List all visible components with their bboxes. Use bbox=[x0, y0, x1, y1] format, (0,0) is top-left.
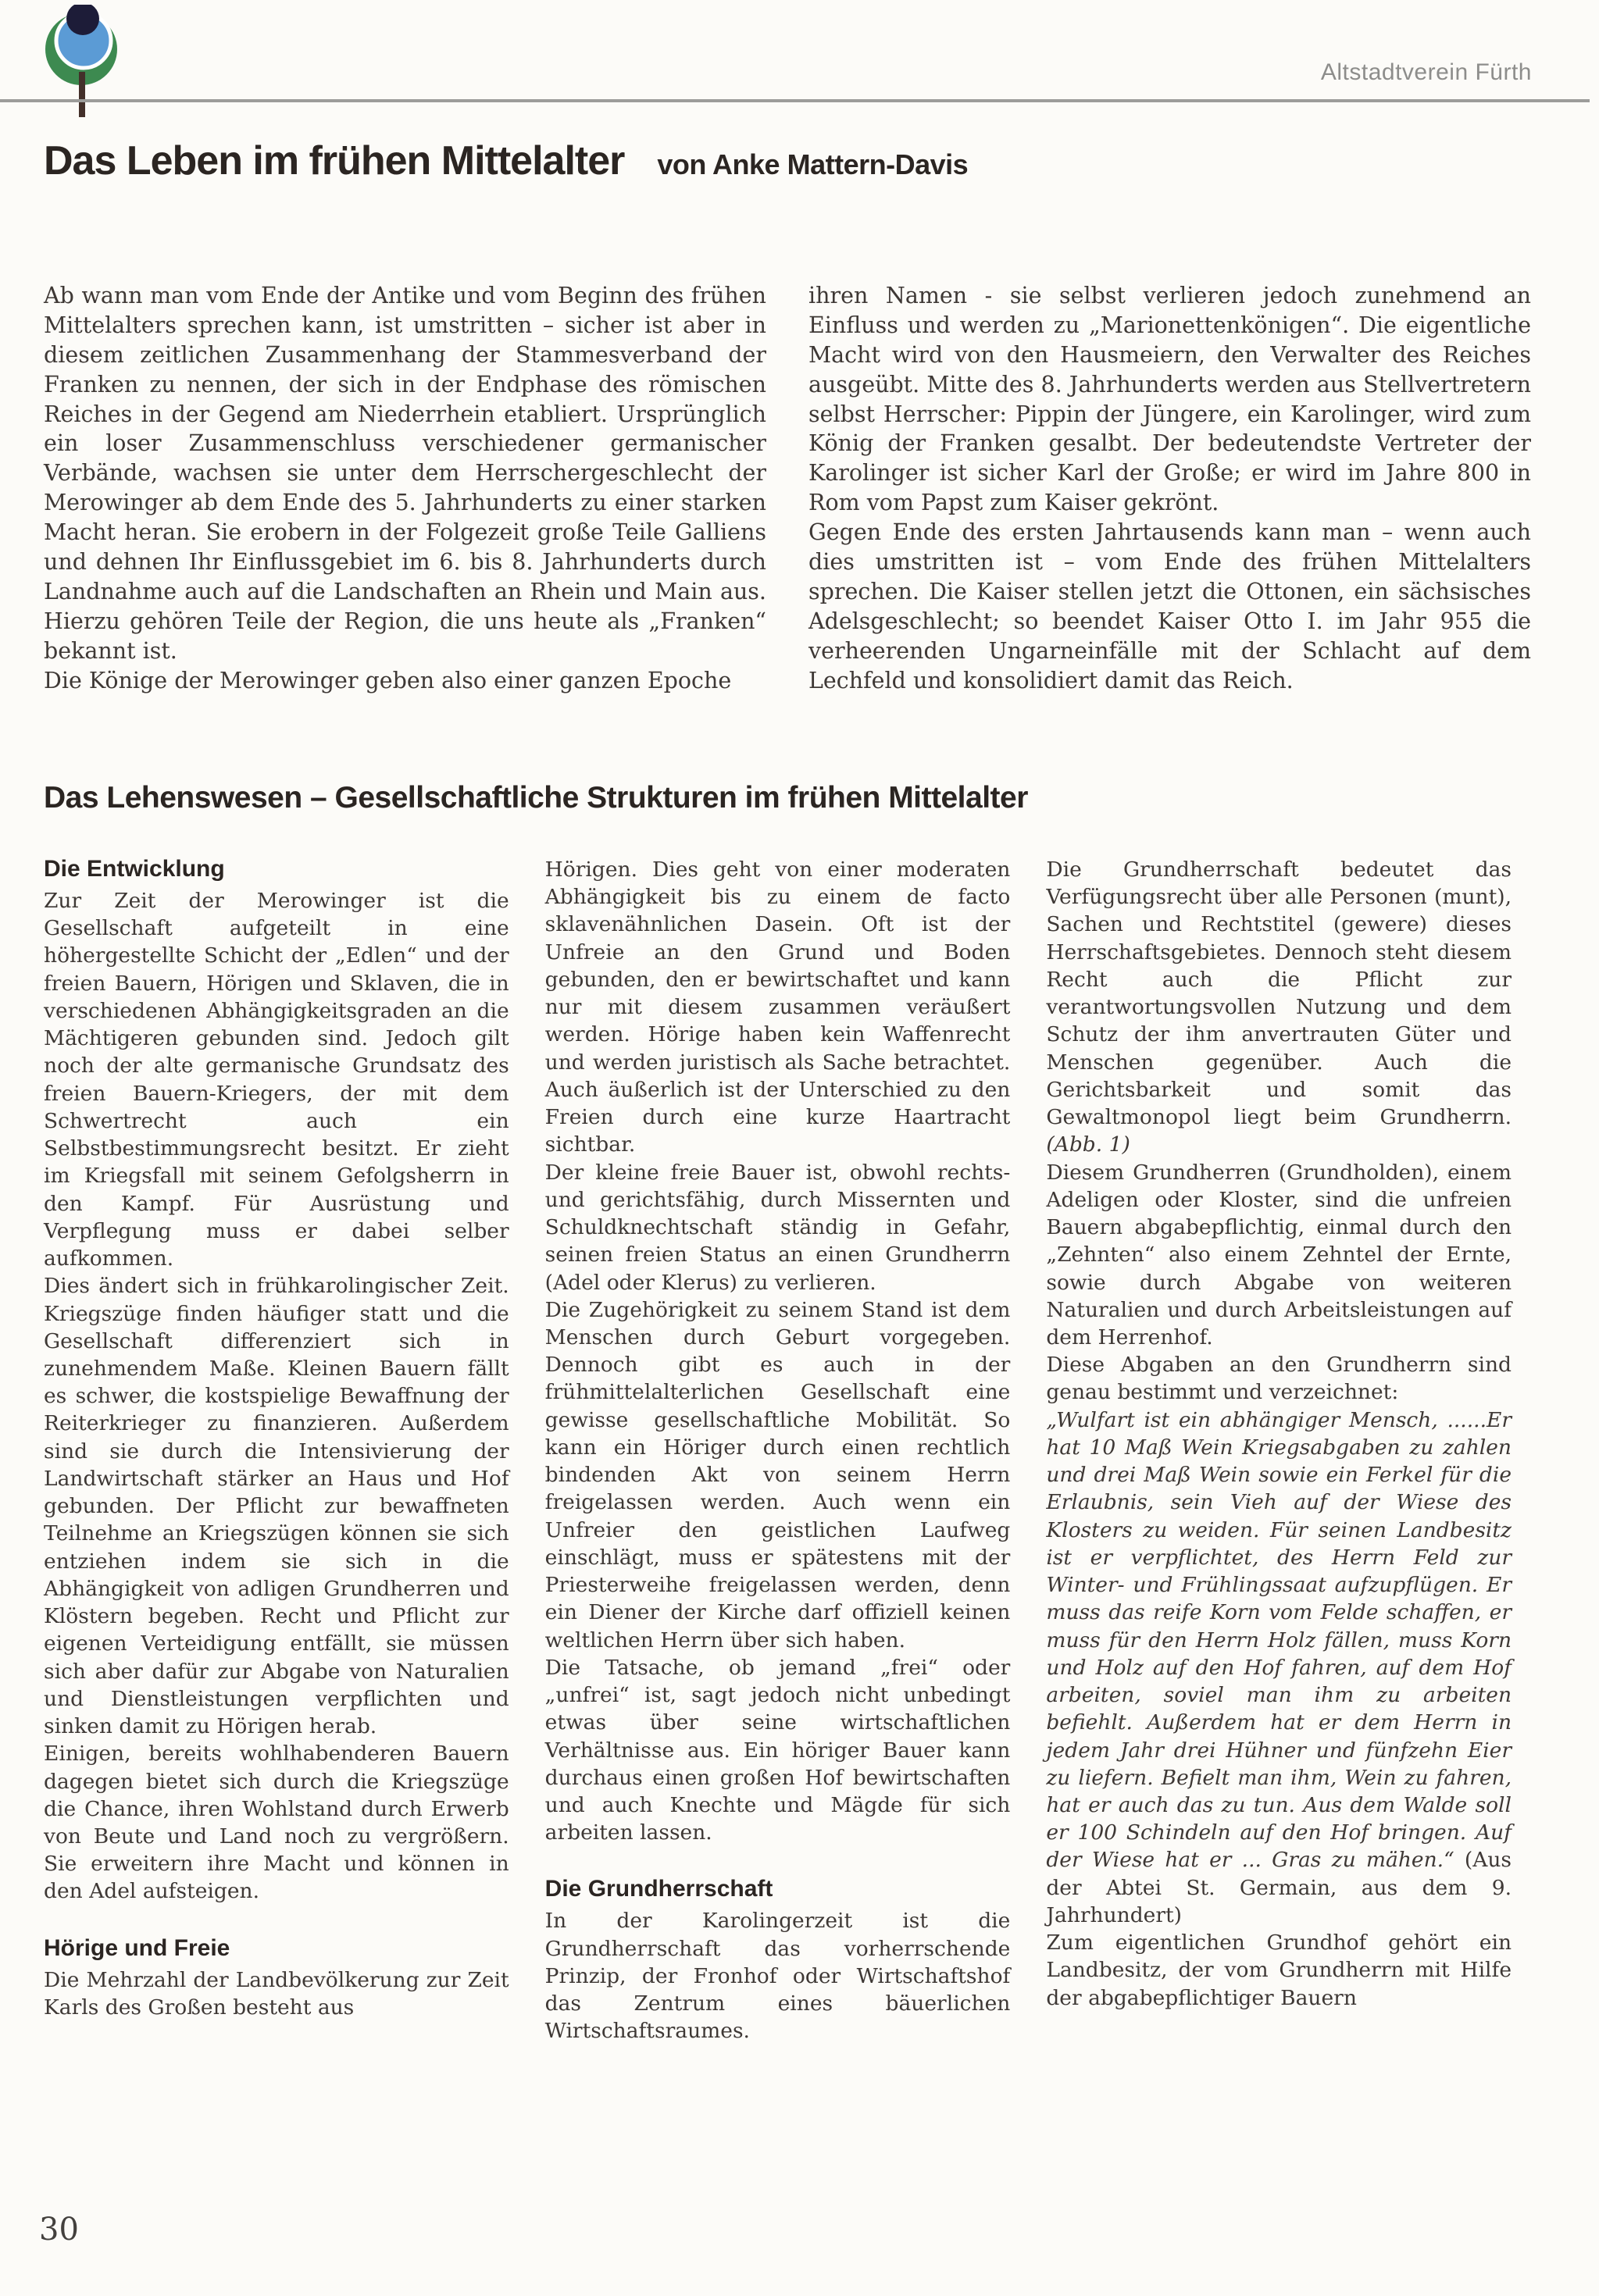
header-divider bbox=[0, 99, 1590, 102]
page-title: Das Leben im frühen Mittelalter bbox=[44, 138, 625, 184]
paragraph: Die Könige der Merowinger geben also einer ganzen Epoche bbox=[44, 667, 732, 693]
paragraph: Gegen Ende des ersten Jahrtausends kann man – wenn auch dies umstritten ist – vom Ende des frühen Mittelalters sprechen. Die Kaiser stellen jetzt die Ottonen, ein sächsisches Adelsgeschlecht; so beendet Kaiser Otto I. im Jahr 955 die verheerenden Ungarneinfälle mit der Schlacht auf dem Lechfeld und konsolidiert damit das Reich. bbox=[808, 519, 1531, 693]
page-number: 30 bbox=[39, 2212, 79, 2248]
paragraph: Der kleine freie Bauer ist, obwohl rechts- und gerichtsfähig, durch Missernten und Schuldknechtschaft ständig in Gefahr, seinen freien Status an einen Grundherrn (Adel oder Klerus) zu verlieren. bbox=[544, 1160, 1011, 1295]
body-column-3 bbox=[1046, 856, 1512, 2045]
body-section bbox=[44, 856, 1512, 2045]
intro-column-1 bbox=[44, 281, 766, 695]
paragraph: Die Zugehörigkeit zu seinem Stand ist dem Menschen durch Geburt vorgegeben. Dennoch gibt es auch in der frühmittelalterlichen Gesellschaft eine gewisse gesellschaftliche Mobilität. So kann ein Höriger durch einen rechtlich bindenden Akt von seinem Herrn freigelassen werden. Auch wenn ein Unfreier den geistlichen Laufweg einschlägt, muss er spätestens mit der Priesterweihe freigelassen werden, denn ein Diener der Kirche darf offiziell keinen weltlichen Herrn über sich haben. bbox=[544, 1297, 1011, 1652]
paragraph: In der Karolingerzeit ist die Grundherrschaft das vorherrschende Prinzip, der Fronhof oder Wirtschaftshof das Zentrum eines bäuerlichen Wirtschaftsraumes. bbox=[544, 1909, 1011, 2044]
paragraph-text: Die Grundherrschaft bedeutet das Verfügungsrecht über alle Personen (munt), Sachen und Rechtstitel (gewere) dieses Herrschaftsgebietes. Dennoch steht diesem Recht auch die Pflicht zur verantwortungsvollen Nutzung und dem Schutz der ihm anvertrauten Güter und Menschen gegenüber. Auch die Gerichtsbarkeit und somit das Gewaltmonopol liegt beim Grundherrn. bbox=[1046, 857, 1512, 1130]
subheading-die-entwicklung: Die Entwicklung bbox=[44, 856, 225, 882]
quote-paragraph bbox=[1046, 1406, 1512, 1929]
paragraph: Diese Abgaben an den Grundherrn sind genau bestimmt und verzeichnet: bbox=[1046, 1353, 1512, 1405]
intro-column-2 bbox=[808, 281, 1531, 695]
figure-reference: (Abb. 1) bbox=[1046, 1132, 1130, 1157]
paragraph: Zur Zeit der Merowinger ist die Gesellschaft aufgeteilt in eine höhergestellte Schicht der „Edlen“ und der freien Bauern, Hörigen und Sklaven, die in verschiedenen Abhängigkeitsgraden an die Mächtigeren gebunden sind. Jedoch gilt noch der alte germanische Grundsatz des freien Bauern-Kriegers, der mit dem Schwertrecht auch ein Selbstbestimmungsrecht besitzt. Er zieht im Kriegsfall mit seinem Gefolgsherrn in den Kampf. Für Ausrüstung und Verpflegung muss er dabei selber aufkommen. bbox=[44, 889, 509, 1271]
paragraph: Einigen, bereits wohlhabenderen Bauern dagegen bietet sich durch die Kriegszüge die Chance, ihren Wohlstand durch Erwerb von Beute und Land noch zu vergrößern. Sie erweitern ihre Macht und können in den Adel aufsteigen. bbox=[44, 1742, 509, 1904]
paragraph: Die Mehrzahl der Landbevölkerung zur Zeit Karls des Großen besteht aus bbox=[44, 1967, 509, 2020]
subheading-hoerige-und-freie: Hörige und Freie bbox=[44, 1934, 230, 1961]
tree-logo-icon bbox=[41, 5, 122, 122]
section-heading: Das Lehenswesen – Gesellschaftliche Strukturen im frühen Mittelalter bbox=[44, 781, 1028, 815]
historic-quote: „Wulfart ist ein abhängiger Mensch, ......Er hat 10 Maß Wein Kriegsabgaben zu zahlen und drei Maß Wein sowie ein Ferkel für die Erlaubnis, sein Vieh auf der Wiese des Klosters zu weiden. Für seinen Landbesitz ist er verpflichtet, des Herrn Feld zur Winter- und Frühlingssaat aufzupflügen. Er muss das reife Korn vom Felde schaffen, er muss für den Herrn Holz fällen, muss Korn und Holz auf den Hof fahren, auf dem Hof arbeiten, soviel man ihm zu arbeiten befiehlt. Außerdem hat er dem Herrn in jedem Jahr drei Hühner und fünfzehn Eier zu liefern. Befielt man ihm, Wein zu fahren, hat er auch das zu tun. Aus dem Walde soll er 100 Schindeln auf den Hof bringen. Auf der Wiese hat er ... Gras zu mähen.“ bbox=[1046, 1407, 1512, 1873]
paragraph: ihren Namen - sie selbst verlieren jedoch zunehmend an Einfluss und werden zu „Marionettenkönigen“. Die eigentliche Macht wird von den Hausmeiern, den Verwalter des Reiches ausgeübt. Mitte des 8. Jahrhunderts werden aus Stellvertretern selbst Herrscher: Pippin der Jüngere, ein Karolinger, wird zum König der Franken gesalbt. Der bedeutendste Vertreter der Karolinger ist sicher Karl der Große; er wird im Jahre 800 in Rom vom Papst zum Kaiser gekrönt. bbox=[808, 283, 1531, 516]
paragraph bbox=[1046, 856, 1512, 1159]
byline: von Anke Mattern-Davis bbox=[657, 148, 969, 180]
body-column-2 bbox=[545, 856, 1011, 2045]
paragraph: Diesem Grundherren (Grundholden), einem Adeligen oder Kloster, sind die unfreien Bauern abgabepflichtig, einmal durch den „Zehnten“ also einem Zehntel der Ernte, sowie durch Abgabe von weiteren Naturalien und durch Arbeitsleistungen auf dem Herrenhof. bbox=[1046, 1160, 1512, 1349]
paragraph: Zum eigentlichen Grundhof gehört ein Landbesitz, der vom Grundherrn mit Hilfe der abgabepflichtiger Bauern bbox=[1046, 1931, 1512, 2010]
paragraph: Hörigen. Dies geht von einer moderaten Abhängigkeit bis zu einem de facto sklavenähnlichen Dasein. Oft ist der Unfreie an den Grund und Boden gebunden, den er bewirtschaftet und kann nur mit diesem zusammen veräußert werden. Hörige haben kein Waffenrecht und werden juristisch als Sache betrachtet. Auch äußerlich ist der Unterschied zu den Freien durch eine kurze Haartracht sichtbar. bbox=[544, 857, 1011, 1157]
paragraph: Dies ändert sich in frühkarolingischer Zeit. Kriegszüge finden häufiger statt und die Gesellschaft differenziert sich in zunehmendem Maße. Kleinen Bauern fällt es schwer, die kostspielige Bewaffnung der Reiterkrieger zu finanzieren. Außerdem sind sie durch die Intensivierung der Landwirtschaft stärker an Haus und Hof gebunden. Der Pflicht zur bewaffneten Teilnehme an Kriegszügen können sie sich entziehen indem sie sich in die Abhängigkeit von adligen Grundherren und Klöstern begeben. Recht und Pflicht zur eigenen Verteidigung entfällt, sie müssen sich aber dafür zur Abgabe von Naturalien und Dienstleistungen verpflichten und sinken damit zu Hörigen herab. bbox=[44, 1274, 509, 1739]
paragraph: Die Tatsache, ob jemand „frei“ oder „unfrei“ ist, sagt jedoch nicht unbedingt etwas über seine wirtschaftlichen Verhältnisse aus. Ein höriger Bauer kann durchaus einen großen Hof bewirtschaften und auch Knechte und Mägde für sich arbeiten lassen. bbox=[544, 1655, 1011, 1845]
quote-source: (Aus der Abtei St. Germain, aus dem 9. Jahrhundert) bbox=[1046, 1848, 1512, 1927]
intro-section bbox=[44, 281, 1531, 695]
subheading-die-grundherrschaft: Die Grundherrschaft bbox=[544, 1876, 773, 1902]
body-column-1 bbox=[44, 856, 509, 2045]
brand-text: Altstadtverein Fürth bbox=[1320, 59, 1532, 85]
paragraph: Ab wann man vom Ende der Antike und vom Beginn des frühen Mittelalters sprechen kann, ist umstritten – sicher ist aber in diesem zeitlichen Zusammenhang der Stammesverband der Franken zu nennen, der sich in der Endphase des römischen Reiches in der Gegend am Niederrhein etabliert. Ursprünglich ein loser Zusammenschluss verschiedener germanischer Verbände, wachsen sie unter dem Herrschergeschlecht der Merowinger ab dem Ende des 5. Jahrhunderts zu einer starken Macht heran. Sie erobern in der Folgezeit große Teile Galliens und dehnen Ihr Einflussgebiet im 6. bis 8. Jahrhunderts durch Landnahme auch auf die Landschaften an Rhein und Main aus. Hierzu gehören Teile der Region, die uns heute als „Franken“ bekannt ist. bbox=[44, 283, 766, 664]
article-header bbox=[44, 137, 1552, 184]
